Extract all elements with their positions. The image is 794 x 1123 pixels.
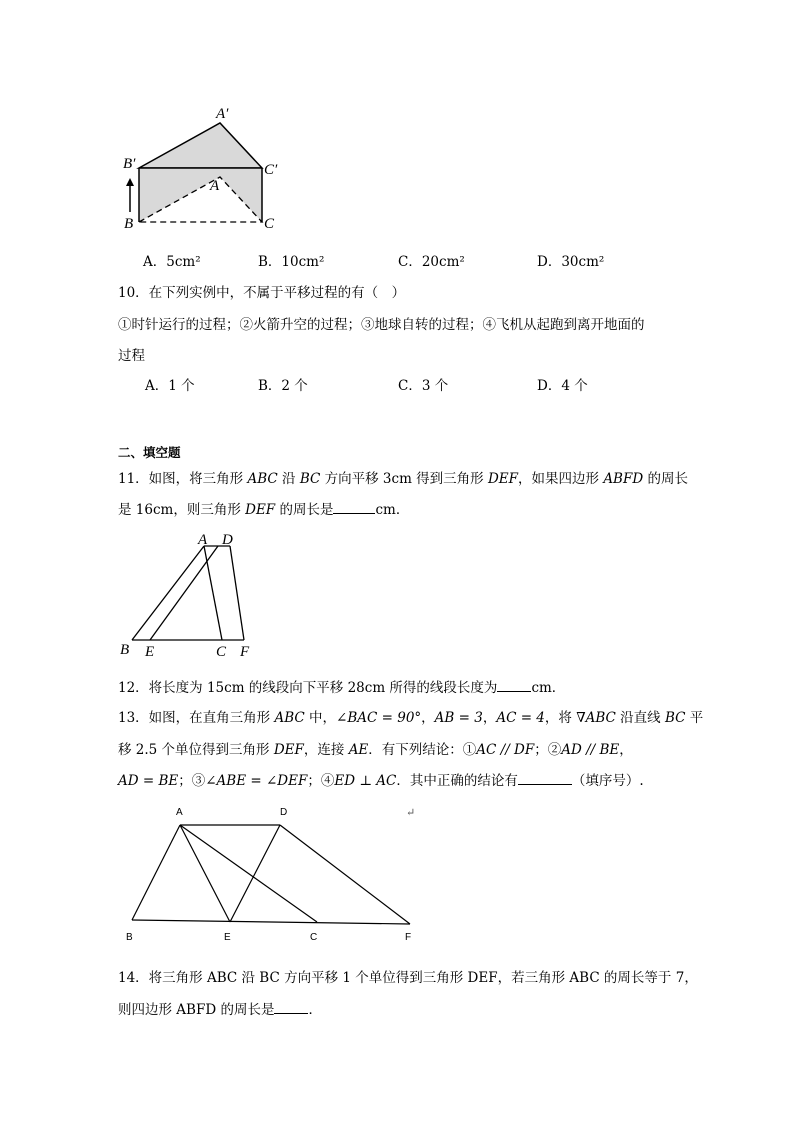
q14-answer-blank[interactable] <box>274 1001 308 1014</box>
q13-label-a: A <box>176 807 183 818</box>
q10-body-line1: ①时针运行的过程；②火箭升空的过程；③地球自转的过程；④飞机从起跑到离开地面的 <box>118 317 645 333</box>
q11-label-c: C <box>216 644 227 660</box>
shaded-region <box>139 123 262 168</box>
return-mark: ↵ <box>406 806 416 819</box>
q10-body-line2: 过程 <box>118 348 145 364</box>
label-b: B <box>124 216 134 232</box>
figure-q13 <box>118 800 428 948</box>
q10-stem: 10．在下列实例中，不属于平移过程的有（ ） <box>118 285 406 301</box>
q12-answer-blank[interactable] <box>497 679 531 692</box>
q10-option-b[interactable]: B．2 个 <box>258 378 308 394</box>
q9-option-d[interactable]: D．30cm² <box>537 254 605 270</box>
q11-label-b: B <box>120 642 130 658</box>
q13-label-d: D <box>280 807 288 818</box>
label-c: C <box>264 216 275 232</box>
q11-label-a: A <box>198 532 208 548</box>
label-b-prime: B′ <box>123 156 136 172</box>
q11-answer-blank[interactable] <box>333 501 375 514</box>
label-c-prime: C′ <box>264 162 278 178</box>
q10-option-a[interactable]: A．1 个 <box>145 378 195 394</box>
q14-line1: 14．将三角形 ABC 沿 BC 方向平移 1 个单位得到三角形 DEF，若三角形 ABC 的周长等于 7， <box>118 970 698 986</box>
q14-line2: 则四边形 ABFD 的周长是 ． <box>118 1002 322 1018</box>
up-arrow-icon <box>126 178 134 186</box>
label-a-prime: A′ <box>216 106 229 122</box>
q12-line: 12．将长度为 15cm 的线段向下平移 28cm 所得的线段长度为 cm． <box>118 680 566 696</box>
q13-line2: 移 2.5 个单位得到三角形 DEF，连接 AE．有下列结论：①AC // DF；②AD // BE， <box>118 742 633 758</box>
section-title: 二、填空题 <box>118 445 181 460</box>
q11-label-e: E <box>145 644 155 660</box>
q10-option-d[interactable]: D．4 个 <box>537 378 588 394</box>
q13-line1: 13．如图，在直角三角形 ABC 中，∠BAC = 90°，AB = 3，AC = 4，将 ∇ABC 沿直线 BC 平 <box>118 710 704 726</box>
q13-label-b: B <box>126 932 133 943</box>
q13-label-e: E <box>224 932 231 943</box>
q9-option-c[interactable]: C．20cm² <box>398 254 465 270</box>
figure-translation-prism <box>112 100 312 235</box>
q13-label-c: C <box>310 932 318 943</box>
q13-label-f: F <box>405 932 412 943</box>
q11-line2: 是 16cm，则三角形 DEF 的周长是 cm． <box>118 502 410 518</box>
q11-label-d: D <box>222 532 233 548</box>
q11-line1: 11．如图，将三角形 ABC 沿 BC 方向平移 3cm 得到三角形 DEF，如果四边形 ABFD 的周长 <box>118 471 688 487</box>
label-a: A <box>210 178 220 194</box>
q10-option-c[interactable]: C．3 个 <box>398 378 449 394</box>
q13-line3: AD = BE；③∠ABE = ∠DEF；④ED ⊥ AC．其中正确的结论有 （填序号）. <box>118 773 644 789</box>
figure-q11 <box>112 528 282 663</box>
q13-answer-blank[interactable] <box>518 772 572 785</box>
q9-option-b[interactable]: B．10cm² <box>258 254 325 270</box>
q9-option-a[interactable]: A．5cm² <box>143 254 201 270</box>
q11-label-f: F <box>240 644 250 660</box>
